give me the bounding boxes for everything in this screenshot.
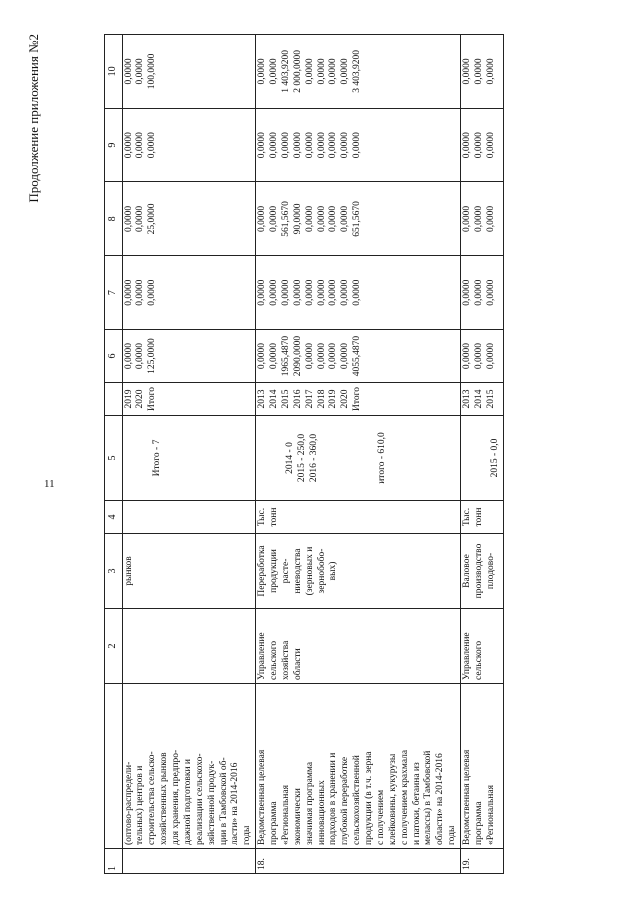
text-line: хозяйства — [280, 640, 291, 680]
text-line: дажной подготовки и — [182, 758, 193, 845]
cell-col7 — [122, 256, 256, 330]
text-line: Ведомственная целевая — [462, 749, 472, 845]
cell-name — [256, 684, 461, 849]
text-line: 0,0000 — [328, 205, 339, 232]
text-line: 0,0000 — [340, 342, 351, 370]
text-line: продукции — [269, 549, 279, 593]
text-line: 3 403,9200 — [352, 50, 363, 93]
cell-col9 — [461, 108, 504, 182]
text-line: 0,0000 — [304, 342, 315, 370]
header-col-8: 8 — [105, 182, 123, 256]
cell-indicator — [461, 534, 504, 609]
text-line: 0,0000 — [328, 279, 339, 306]
table-row — [256, 35, 461, 874]
cell-num — [122, 849, 256, 874]
text-line: Ведомственная целевая — [257, 749, 268, 845]
text-line: с получением крахмала — [399, 749, 410, 845]
text-line: 0,0000 — [123, 132, 134, 159]
header-col-5: 5 — [105, 416, 123, 501]
plan-total: Итого - 7 — [151, 439, 162, 477]
text-line: 0,0000 — [473, 58, 484, 85]
text-line: тельных) центров и — [135, 765, 146, 845]
cell-col10 — [122, 35, 256, 109]
text-line: 2019 — [123, 389, 134, 409]
text-line: мелассы) в Тамбовской — [423, 750, 434, 845]
text-line: 0,0000 — [316, 279, 327, 306]
text-line: 0,0000 — [123, 58, 134, 85]
text-line: 0,0000 — [269, 58, 279, 85]
text-line: «Региональная — [485, 785, 496, 845]
text-line: программа — [473, 801, 484, 845]
text-line: 0,0000 — [257, 205, 268, 232]
text-line: 2016 - 360,0 — [308, 433, 319, 483]
text-line: 0,0000 — [280, 279, 291, 306]
cell-num: 19. — [461, 849, 504, 874]
text-line: строительства сельско- — [147, 751, 158, 845]
header-col-6-year — [105, 383, 123, 416]
text-line: с получением — [375, 789, 386, 845]
text-line: зернобобо- — [316, 548, 327, 594]
text-line: подходов в хранении и — [328, 752, 339, 845]
text-line: годы — [447, 825, 458, 845]
text-line: 2014 — [473, 389, 484, 409]
text-line: Управление — [462, 632, 472, 680]
text-line: 0,0000 — [462, 279, 472, 306]
header-col-7: 7 — [105, 256, 123, 330]
text-line: 651,5670 — [352, 201, 363, 237]
cell-years — [256, 383, 461, 416]
cell-col6 — [256, 330, 461, 383]
header-col-10: 10 — [105, 35, 123, 109]
text-line: области» на 2014-2016 — [435, 753, 446, 845]
text-line: 0,0000 — [462, 205, 472, 232]
text-line: 0,0000 — [462, 342, 472, 370]
text-line: 0,0000 — [147, 132, 158, 159]
text-line: 0,0000 — [352, 279, 363, 306]
plan-years — [490, 419, 502, 497]
text-line: 0,0000 — [316, 58, 327, 85]
cell-col10 — [256, 35, 461, 109]
cell-unit — [256, 501, 461, 534]
text-line: 0,0000 — [462, 58, 472, 85]
header-col-6: 6 — [105, 330, 123, 383]
text-line: значимая программа — [304, 761, 315, 845]
text-line: хозяйственных рынков — [159, 752, 170, 845]
text-line: расте- — [280, 558, 291, 584]
cell-col7 — [461, 256, 504, 330]
cell-num: 18. — [256, 849, 461, 874]
text-line: 0,0000 — [328, 132, 339, 159]
cell-indicator — [122, 534, 256, 609]
text-line: 0,0000 — [328, 58, 339, 85]
cell-unit — [122, 501, 256, 534]
cell-col6 — [461, 330, 504, 383]
plan-total: итого - 610,0 — [376, 432, 387, 484]
text-line: 2018 — [316, 389, 327, 409]
text-line: 0,0000 — [328, 342, 339, 370]
header-col-1b — [105, 684, 123, 849]
text-line: Тыс. — [257, 507, 268, 527]
cell-col9 — [122, 108, 256, 182]
cell-col7 — [256, 256, 461, 330]
text-line: плодово- — [485, 552, 496, 590]
text-line: клейковины, кукурузы — [387, 753, 398, 845]
text-line: 1965,4870 — [280, 335, 291, 377]
text-line: 2015 - 250,0 — [297, 433, 307, 483]
text-line: 2016 — [292, 389, 303, 409]
text-line: 2015 — [485, 389, 496, 409]
text-line: 25,0000 — [147, 203, 158, 235]
cell-executor — [461, 609, 504, 684]
text-line: 0,0000 — [340, 132, 351, 159]
text-line: продукции (в т.ч. зерна — [364, 751, 374, 845]
text-line: производство — [473, 543, 484, 599]
text-line: 0,0000 — [340, 205, 351, 232]
header-col-2: 2 — [105, 609, 123, 684]
text-line: рынков — [123, 556, 134, 586]
cell-col8 — [122, 182, 256, 256]
text-line: 0,0000 — [462, 132, 472, 159]
text-line: 0,0000 — [340, 58, 351, 85]
header-row — [105, 35, 123, 874]
cell-executor — [122, 609, 256, 684]
text-line: 0,0000 — [304, 205, 315, 232]
text-line: для хранения, предпро- — [171, 749, 181, 845]
text-line: (оптово-распредели- — [123, 761, 134, 845]
text-line: 0,0000 — [123, 342, 134, 370]
text-line: 0,0000 — [123, 205, 134, 232]
text-line: 0,0000 — [473, 132, 484, 159]
text-line: 4055,4870 — [352, 335, 363, 377]
text-line: зяйственной продук- — [206, 760, 217, 845]
text-line: 0,0000 — [473, 205, 484, 232]
text-line: 0,0000 — [485, 279, 496, 306]
program-table — [104, 34, 504, 874]
text-line: 0,0000 — [257, 342, 268, 370]
text-line: 0,0000 — [485, 132, 496, 159]
text-line: 0,0000 — [123, 279, 134, 306]
text-line: 0,0000 — [304, 279, 315, 306]
text-line: Итого — [147, 386, 158, 412]
text-line: ласти» на 2014-2016 — [230, 762, 241, 845]
text-line: 0,0000 — [269, 342, 279, 370]
text-line: 0,0000 — [352, 132, 363, 159]
text-line: 0,0000 — [135, 342, 146, 370]
text-line: Валовое — [462, 554, 472, 588]
text-line: 0,0000 — [135, 279, 146, 306]
text-line: экономически — [292, 788, 303, 845]
text-line: 0,0000 — [316, 132, 327, 159]
cell-name — [461, 684, 504, 849]
text-line: 0,0000 — [135, 205, 146, 232]
text-line: реализации сельскохо- — [194, 753, 205, 845]
text-line: программа — [269, 801, 279, 845]
text-line: 0,0000 — [257, 279, 268, 306]
text-line: глубокой переработке — [340, 756, 351, 845]
text-line: ниеводства — [292, 548, 303, 594]
text-line: сельского — [269, 640, 279, 680]
table-row — [461, 35, 504, 874]
text-line: 1 403,9200 — [280, 50, 291, 93]
cell-years — [461, 383, 504, 416]
text-line: 2020 — [135, 389, 146, 409]
text-line: 0,0000 — [316, 342, 327, 370]
text-line: 0,0000 — [485, 342, 496, 370]
text-line: сельского — [473, 640, 484, 680]
text-line: 2014 - 0 — [285, 442, 296, 474]
text-line: «Региональная — [280, 785, 291, 845]
cell-col10 — [461, 35, 504, 109]
text-line: 2019 — [328, 389, 339, 409]
rotated-page — [20, 32, 620, 892]
text-line: 0,0000 — [292, 132, 303, 159]
text-line: 2014 — [269, 389, 279, 409]
text-line: 2017 — [304, 389, 315, 409]
cell-col8 — [461, 182, 504, 256]
text-line: и патоки, бетаина из — [411, 762, 422, 845]
table-row — [122, 35, 256, 874]
text-line: инновационных — [316, 780, 327, 845]
text-line: 0,0000 — [257, 58, 268, 85]
cell-name — [122, 684, 256, 849]
header-col-1: 1 — [105, 849, 123, 874]
text-line: 0,0000 — [304, 132, 315, 159]
header-col-9: 9 — [105, 108, 123, 182]
text-line: 2015 - 0,0 — [490, 438, 500, 478]
text-line: 0,0000 — [147, 279, 158, 306]
text-line: 0,0000 — [135, 58, 146, 85]
cell-plan — [461, 416, 504, 501]
plan-years — [285, 419, 321, 497]
appendix-caption: Продолжение приложения №2 — [26, 34, 41, 203]
text-line: 0,0000 — [473, 342, 484, 370]
text-line: Управление — [257, 632, 268, 680]
header-col-3: 3 — [105, 534, 123, 609]
text-line: 0,0000 — [269, 132, 279, 159]
text-line: 2090,0000 — [292, 335, 303, 377]
text-line: 100,0000 — [147, 53, 158, 90]
cell-plan — [122, 416, 256, 501]
text-line: 0,0000 — [135, 132, 146, 159]
text-line: области — [292, 648, 303, 680]
text-line: годы — [242, 825, 253, 845]
text-line: вых) — [328, 561, 339, 581]
text-line: ции в Тамбовской об- — [218, 757, 229, 845]
text-line: 0,0000 — [292, 279, 303, 306]
cell-years — [122, 383, 256, 416]
text-line: Тыс. — [462, 507, 472, 527]
text-line: 125,0000 — [147, 338, 158, 374]
text-line: 0,0000 — [485, 205, 496, 232]
text-line: тонн — [269, 507, 279, 527]
text-line: 0,0000 — [340, 279, 351, 306]
text-line: 0,0000 — [269, 279, 279, 306]
cell-plan — [256, 416, 461, 501]
text-line: 90,0000 — [292, 203, 303, 235]
text-line: Итого — [352, 386, 363, 412]
text-line: 0,0000 — [257, 132, 268, 159]
text-line: 2 000,0000 — [292, 50, 303, 93]
cell-executor — [256, 609, 461, 684]
text-line: 0,0000 — [304, 58, 315, 85]
text-line: 0,0000 — [473, 279, 484, 306]
header-col-4: 4 — [105, 501, 123, 534]
text-line: 2013 — [257, 389, 268, 409]
text-line: 0,0000 — [316, 205, 327, 232]
text-line: 0,0000 — [280, 132, 291, 159]
text-line: 2015 — [280, 389, 291, 409]
page-number: 11 — [44, 478, 55, 490]
text-line: 2020 — [340, 389, 351, 409]
text-line: (зерновых и — [304, 546, 315, 596]
cell-indicator — [256, 534, 461, 609]
text-line: 561,5670 — [280, 201, 291, 237]
cell-unit — [461, 501, 504, 534]
text-line: Переработка — [257, 545, 268, 597]
text-line: 0,0000 — [485, 58, 496, 85]
text-line: 0,0000 — [269, 205, 279, 232]
text-line: сельскохозяйственной — [352, 755, 363, 845]
text-line: 2013 — [462, 389, 472, 409]
text-line: тонн — [473, 507, 484, 527]
cell-col8 — [256, 182, 461, 256]
cell-col9 — [256, 108, 461, 182]
cell-col6 — [122, 330, 256, 383]
